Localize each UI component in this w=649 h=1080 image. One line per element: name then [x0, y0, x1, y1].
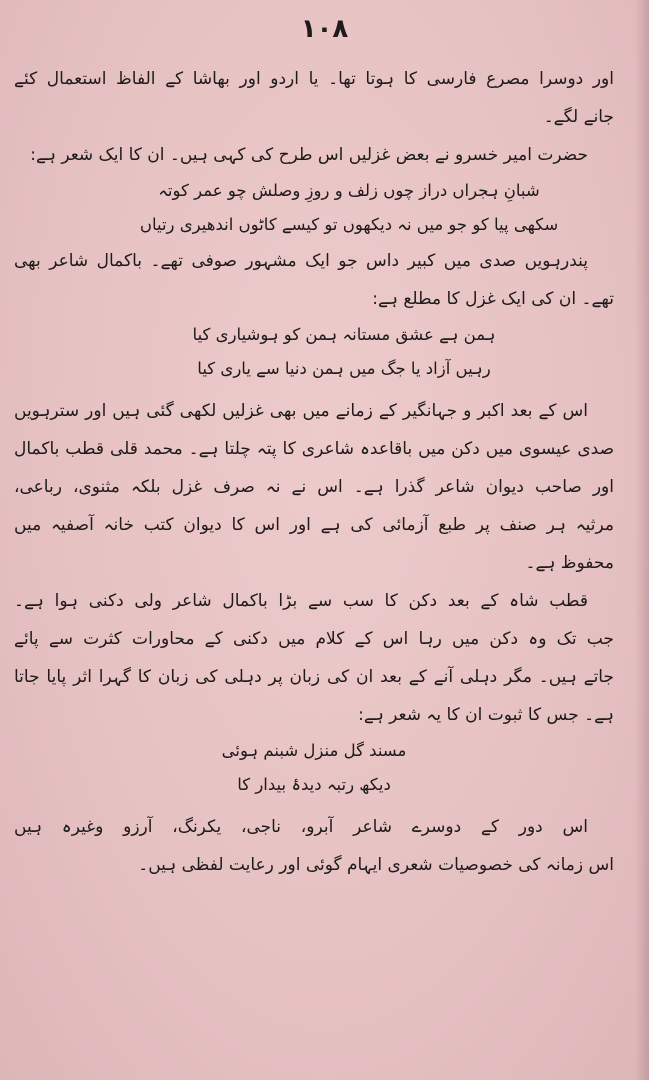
- text-line: محفوظ ہے۔: [525, 553, 614, 573]
- verse-line: سکھی پیا کو جو میں نہ دیکھوں تو کیسے کاٹوں اندھیری رتیاں: [139, 215, 559, 234]
- text-line: تھے۔ ان کی ایک غزل کا مطلع ہے:: [372, 289, 614, 309]
- text-line: جانے لگے۔: [543, 107, 614, 127]
- text-line: مرثیہ ہر صنف پر طبع آزمائی کی ہے اور اس کا دیوان کتب خانہ آصفیہ میں: [14, 515, 614, 535]
- text-line: حضرت امیر خسرو نے بعض غزلیں اس طرح کی کہی ہیں۔ ان کا ایک شعر ہے:: [30, 145, 588, 165]
- text-line: اس دور کے دوسرے شاعر آبرو، ناجی، یکرنگ، آرزو وغیرہ ہیں: [14, 817, 588, 837]
- verse-line: مسند گل منزل شبنم ہوئی: [221, 741, 407, 760]
- text-line: اور صاحب دیوان شاعر گذرا ہے۔ اس نے نہ صرف غزل بلکہ مثنوی، رباعی،: [14, 477, 614, 497]
- text-line: اس کے بعد اکبر و جہانگیر کے زمانے میں بھی غزلیں لکھی گئی ہیں اور سترہویں: [14, 401, 588, 421]
- text-line: اس زمانہ کی خصوصیات شعری ایہام گوئی اور رعایت لفظی ہیں۔: [138, 855, 614, 875]
- text-line: جاتے ہیں۔ مگر دہلی آنے کے بعد ان کی زبان پر دہلی کی زبان کا گہرا اثر پایا جاتا: [14, 667, 614, 687]
- page-number: ۱۰۸: [300, 14, 349, 44]
- verse-line: شبانِ ہجراں دراز چوں زلف و روزِ وصلش چو عمر کوتہ: [158, 181, 540, 200]
- verse-line: رہیں آزاد یا جگ میں ہمن دنیا سے یاری کیا: [197, 359, 491, 378]
- text-line: ہے۔ جس کا ثبوت ان کا یہ شعر ہے:: [358, 705, 614, 725]
- verse-line: دیکھ رتبہ دیدۂ بیدار کا: [237, 775, 391, 794]
- text-line: اور دوسرا مصرع فارسی کا ہوتا تھا۔ یا اردو اور بھاشا کے الفاظ استعمال کئے: [14, 69, 614, 89]
- text-line: قطب شاہ کے بعد دکن کا سب سے بڑا باکمال شاعر ولی دکنی ہوا ہے۔: [14, 591, 588, 611]
- text-line: جب تک وہ دکن میں رہا اس کے کلام میں دکنی کے محاورات کثرت سے پائے: [14, 629, 614, 649]
- text-line: صدی عیسوی میں دکن میں باقاعدہ شاعری کا پتہ چلتا ہے۔ محمد قلی قطب باکمال: [14, 439, 614, 459]
- verse-line: ہمن ہے عشق مستانہ ہمن کو ہوشیاری کیا: [192, 325, 496, 344]
- page-text: [14, 60, 614, 884]
- text-line: پندرہویں صدی میں کبیر داس جو ایک مشہور صوفی تھے۔ باکمال شاعر بھی: [14, 251, 588, 271]
- page-edge-shadow: [635, 0, 649, 1080]
